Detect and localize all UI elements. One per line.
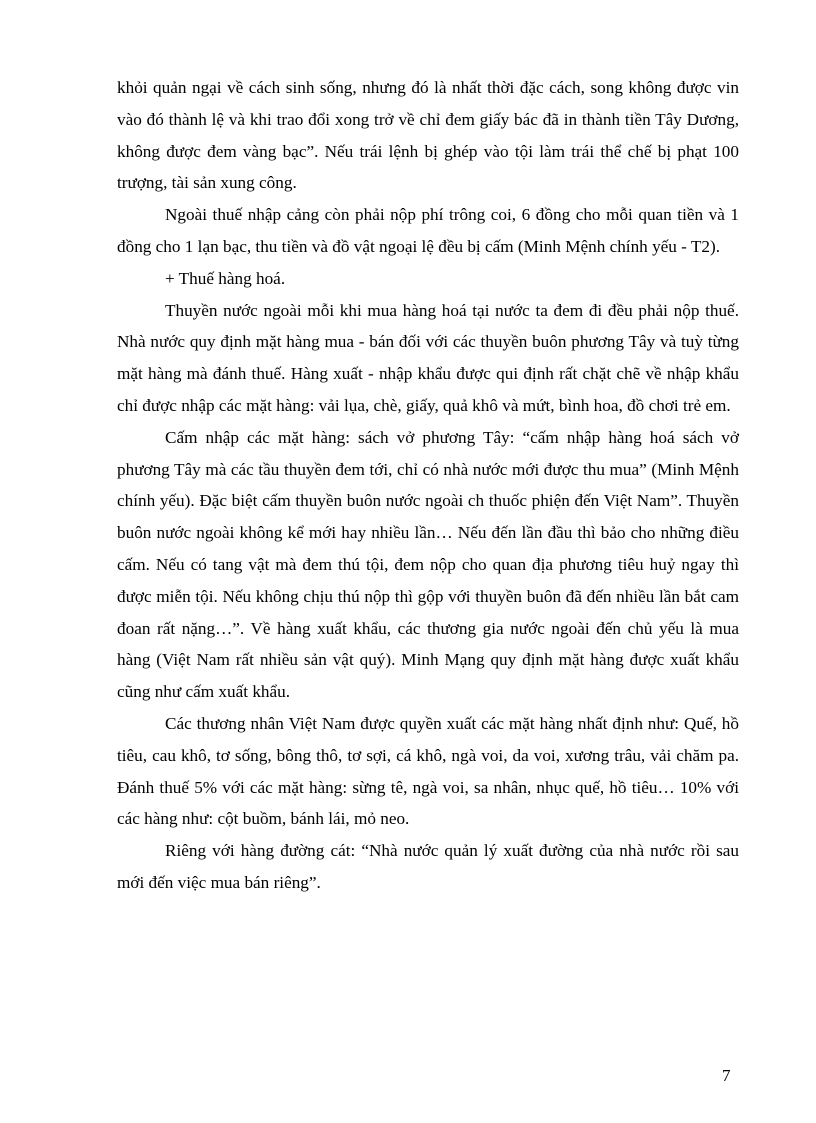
paragraph-goods-tax: Thuyền nước ngoài mỗi khi mua hàng hoá tại nước ta đem đi đều phải nộp thuế. Nhà nước quy định mặt hàng mua - bán đối với các thuyền buôn phương Tây và tuỳ từng mặt hàng mà đánh thuế. Hàng xuất - nhập khẩu được qui định rất chặt chẽ về nhập khẩu chỉ được nhập các mặt hàng: vải lụa, chè, giấy, quả khô và mứt, bình hoa, đồ chơi trẻ em. (117, 300, 739, 415)
paragraph-port-fee: Ngoài thuế nhập cảng còn phải nộp phí trông coi, 6 đồng cho mỗi quan tiền và 1 đồng cho 1 lạn bạc, thu tiền và đồ vật ngoại lệ đều bị cấm (Minh Mệnh chính yếu - T2). (117, 205, 739, 256)
page-body (117, 72, 739, 899)
page-number: 7 (722, 1066, 731, 1085)
paragraph-sugar: Riêng với hàng đường cát: “Nhà nước quản lý xuất đường của nhà nước rồi sau mới đến việc mua bán riêng”. (117, 841, 739, 892)
paragraph-import-ban: Cấm nhập các mặt hàng: sách vở phương Tây: “cấm nhập hàng hoá sách vở phương Tây mà các tầu thuyền đem tới, chỉ có nhà nước mới được thu mua” (Minh Mệnh chính yếu). Đặc biệt cấm thuyền buôn nước ngoài ch thuốc phiện đến Việt Nam”. Thuyền buôn nước ngoài không kể mới hay nhiều lần… Nếu đến lần đầu thì bảo cho những điều cấm. Nếu có tang vật mà đem thú tội, đem nộp cho quan địa phương tiêu huỷ ngay thì được miễn tội. Nếu không chịu thú nộp thì gộp với thuyền buôn đã đến nhiều lần bắt cam đoan rất nặng…”. Về hàng xuất khẩu, các thương gia nước ngoài đến chủ yếu là mua hàng (Việt Nam rất nhiều sản vật quý). Minh Mạng quy định mặt hàng được xuất khẩu cũng như cấm xuất khẩu. (117, 427, 739, 702)
paragraph-export-goods: Các thương nhân Việt Nam được quyền xuất các mặt hàng nhất định như: Quế, hồ tiêu, cau khô, tơ sống, bông thô, tơ sợi, cá khô, ngà voi, da voi, xương trâu, vải chăm pa. Đánh thuế 5% với các mặt hàng: sừng tê, ngà voi, sa nhân, nhục quế, hồ tiêu… 10% với các hàng như: cột buồm, bánh lái, mỏ neo. (117, 713, 739, 829)
paragraph-continued: khỏi quản ngại về cách sinh sống, nhưng đó là nhất thời đặc cách, song không được vin vào đó thành lệ và khi trao đổi xong trở về chỉ đem giấy bác đã in thành tiền Tây Dương, không được đem vàng bạc”. Nếu trái lệnh bị ghép vào tội làm trái thể chế bị phạt 100 trượng, tài sản xung công. (117, 78, 739, 193)
section-heading-goods-tax: + Thuế hàng hoá. (165, 268, 286, 288)
